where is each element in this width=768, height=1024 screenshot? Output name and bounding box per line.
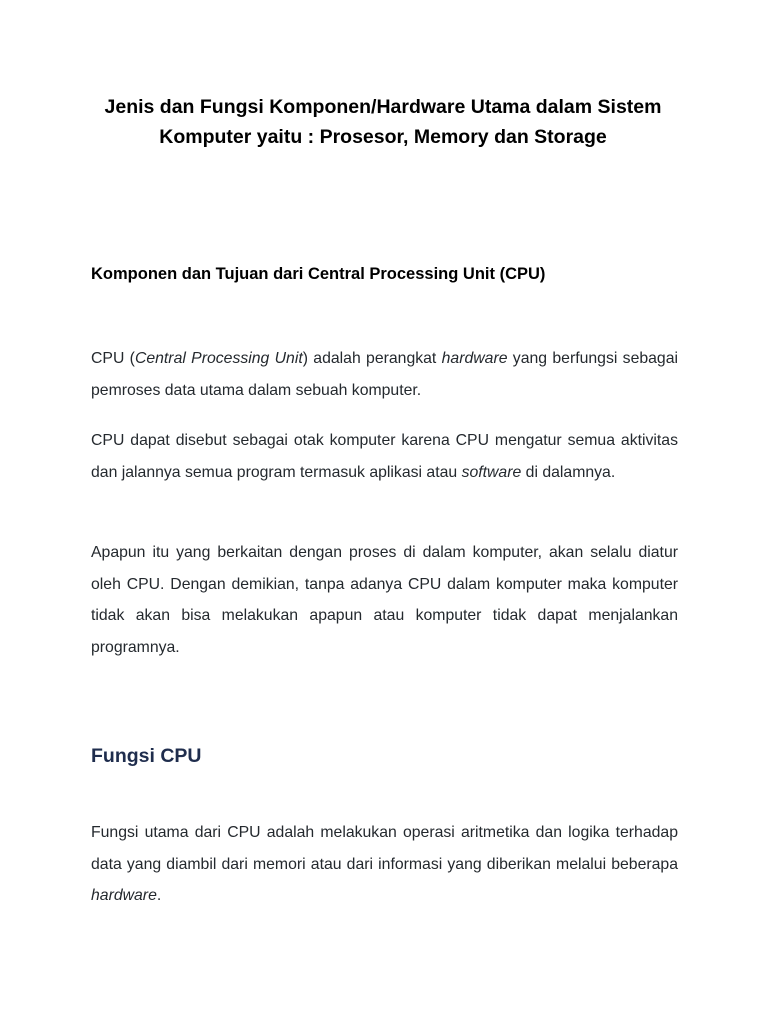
paragraph-cpu-function: [91, 817, 678, 912]
italic-term: hardware: [91, 887, 157, 904]
document-title: [60, 92, 706, 152]
paragraph-text: ) adalah perangkat: [302, 350, 442, 367]
paragraph-text: yang berfungsi sebagai pemroses data utama dalam sebuah komputer.: [91, 350, 679, 399]
paragraph-text: .: [156, 887, 162, 904]
paragraph-cpu-brain: [91, 425, 678, 488]
paragraph-text: di dalamnya.: [521, 463, 616, 481]
subheading-fungsi-cpu: Fungsi CPU: [91, 745, 202, 767]
document-title-line-1: Jenis dan Fungsi Komponen/Hardware Utama dalam Sistem: [104, 96, 662, 118]
paragraph-text: CPU dapat disebut sebagai otak komputer karena CPU mengatur semua aktivitas dan jalannya semua program termasuk aplikasi atau: [91, 432, 678, 481]
paragraph-cpu-definition: [91, 343, 678, 406]
italic-term: software: [461, 463, 522, 481]
paragraph-text: CPU (: [91, 350, 135, 367]
paragraph-cpu-importance: Apapun itu yang berkaitan dengan proses di dalam komputer, akan selalu diatur oleh CPU. Dengan demikian, tanpa adanya CPU dalam komputer maka komputer tidak akan bisa melakukan apapun atau komputer tidak dapat menjalankan programnya.: [91, 544, 678, 656]
italic-term: hardware: [441, 350, 508, 367]
italic-term: Central Processing Unit: [134, 350, 303, 367]
section-heading: Komponen dan Tujuan dari Central Processing Unit (CPU): [91, 265, 546, 283]
document-title-line-2: Komputer yaitu : Prosesor, Memory dan Storage: [159, 126, 607, 148]
paragraph-text: Fungsi utama dari CPU adalah melakukan operasi aritmetika dan logika terhadap data yang diambil dari memori atau dari informasi yang diberikan melalui beberapa: [91, 824, 678, 873]
